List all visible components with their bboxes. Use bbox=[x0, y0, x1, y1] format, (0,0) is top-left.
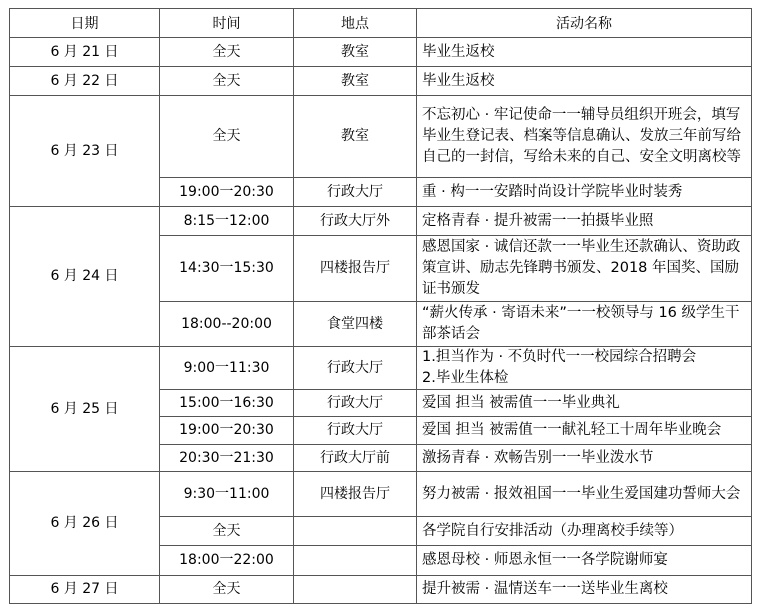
date-cell: 6 月 23 日 bbox=[10, 96, 160, 207]
time-cell: 14:30一15:30 bbox=[160, 236, 294, 302]
time-cell: 全天 bbox=[160, 38, 294, 67]
table-row bbox=[10, 347, 752, 390]
activity-cell: 各学院自行安排活动（办理离校手续等） bbox=[417, 517, 752, 546]
date-cell: 6 月 24 日 bbox=[10, 207, 160, 347]
activity-cell: 爱国 担当 被需值一一毕业典礼 bbox=[417, 390, 752, 417]
table-row bbox=[10, 576, 752, 604]
time-cell: 全天 bbox=[160, 96, 294, 178]
time-cell: 全天 bbox=[160, 517, 294, 546]
place-cell: 教室 bbox=[294, 67, 417, 96]
table-row bbox=[10, 96, 752, 178]
header-time: 时间 bbox=[160, 9, 294, 38]
activity-cell: 爱国 担当 被需值一一献礼轻工十周年毕业晚会 bbox=[417, 417, 752, 445]
activity-cell: 定格青春 · 提升被需一一拍摄毕业照 bbox=[417, 207, 752, 236]
activity-cell: 毕业生返校 bbox=[417, 38, 752, 67]
activity-cell: 提升被需 · 温情送车一一送毕业生离校 bbox=[417, 576, 752, 604]
time-cell: 19:00一20:30 bbox=[160, 417, 294, 445]
schedule-table bbox=[9, 8, 752, 604]
place-cell: 教室 bbox=[294, 96, 417, 178]
place-cell: 食堂四楼 bbox=[294, 302, 417, 347]
date-cell: 6 月 27 日 bbox=[10, 576, 160, 604]
table-row bbox=[10, 38, 752, 67]
place-cell bbox=[294, 576, 417, 604]
place-cell: 行政大厅前 bbox=[294, 445, 417, 472]
header-date: 日期 bbox=[10, 9, 160, 38]
activity-cell: 感恩母校 · 师恩永恒一一各学院谢师宴 bbox=[417, 546, 752, 576]
activity-cell: 1.担当作为 · 不负时代一一校园综合招聘会 2.毕业生体检 bbox=[417, 347, 752, 390]
time-cell: 18:00--20:00 bbox=[160, 302, 294, 347]
time-cell: 9:00一11:30 bbox=[160, 347, 294, 390]
table-row bbox=[10, 472, 752, 517]
date-cell: 6 月 25 日 bbox=[10, 347, 160, 472]
header-activity: 活动名称 bbox=[417, 9, 752, 38]
place-cell bbox=[294, 517, 417, 546]
place-cell: 教室 bbox=[294, 38, 417, 67]
date-cell: 6 月 26 日 bbox=[10, 472, 160, 576]
place-cell: 四楼报告厅 bbox=[294, 472, 417, 517]
time-cell: 19:00一20:30 bbox=[160, 178, 294, 207]
activity-cell: 毕业生返校 bbox=[417, 67, 752, 96]
time-cell: 20:30一21:30 bbox=[160, 445, 294, 472]
activity-cell: 感恩国家 · 诚信还款一一毕业生还款确认、资助政策宣讲、励志先锋聘书颁发、2018 年国奖、国励证书颁发 bbox=[417, 236, 752, 302]
place-cell: 四楼报告厅 bbox=[294, 236, 417, 302]
date-cell: 6 月 21 日 bbox=[10, 38, 160, 67]
activity-cell: 不忘初心 · 牢记使命一一辅导员组织开班会，填写毕业生登记表、档案等信息确认、发放三年前写给自己的一封信，写给未来的自己、安全文明离校等 bbox=[417, 96, 752, 178]
place-cell bbox=[294, 546, 417, 576]
time-cell: 9:30一11:00 bbox=[160, 472, 294, 517]
table-row bbox=[10, 207, 752, 236]
place-cell: 行政大厅 bbox=[294, 390, 417, 417]
time-cell: 8:15一12:00 bbox=[160, 207, 294, 236]
time-cell: 18:00一22:00 bbox=[160, 546, 294, 576]
header-place: 地点 bbox=[294, 9, 417, 38]
activity-cell: 努力被需 · 报效祖国一一毕业生爱国建功誓师大会 bbox=[417, 472, 752, 517]
table-row bbox=[10, 67, 752, 96]
place-cell: 行政大厅 bbox=[294, 178, 417, 207]
place-cell: 行政大厅外 bbox=[294, 207, 417, 236]
time-cell: 全天 bbox=[160, 67, 294, 96]
header-row bbox=[10, 9, 752, 38]
place-cell: 行政大厅 bbox=[294, 417, 417, 445]
activity-cell: “薪火传承 · 寄语未来”一一校领导与 16 级学生干部茶话会 bbox=[417, 302, 752, 347]
place-cell: 行政大厅 bbox=[294, 347, 417, 390]
activity-cell: 激扬青春 · 欢畅告别一一毕业泼水节 bbox=[417, 445, 752, 472]
date-cell: 6 月 22 日 bbox=[10, 67, 160, 96]
activity-cell: 重 · 构一一安踏时尚设计学院毕业时装秀 bbox=[417, 178, 752, 207]
time-cell: 15:00一16:30 bbox=[160, 390, 294, 417]
time-cell: 全天 bbox=[160, 576, 294, 604]
